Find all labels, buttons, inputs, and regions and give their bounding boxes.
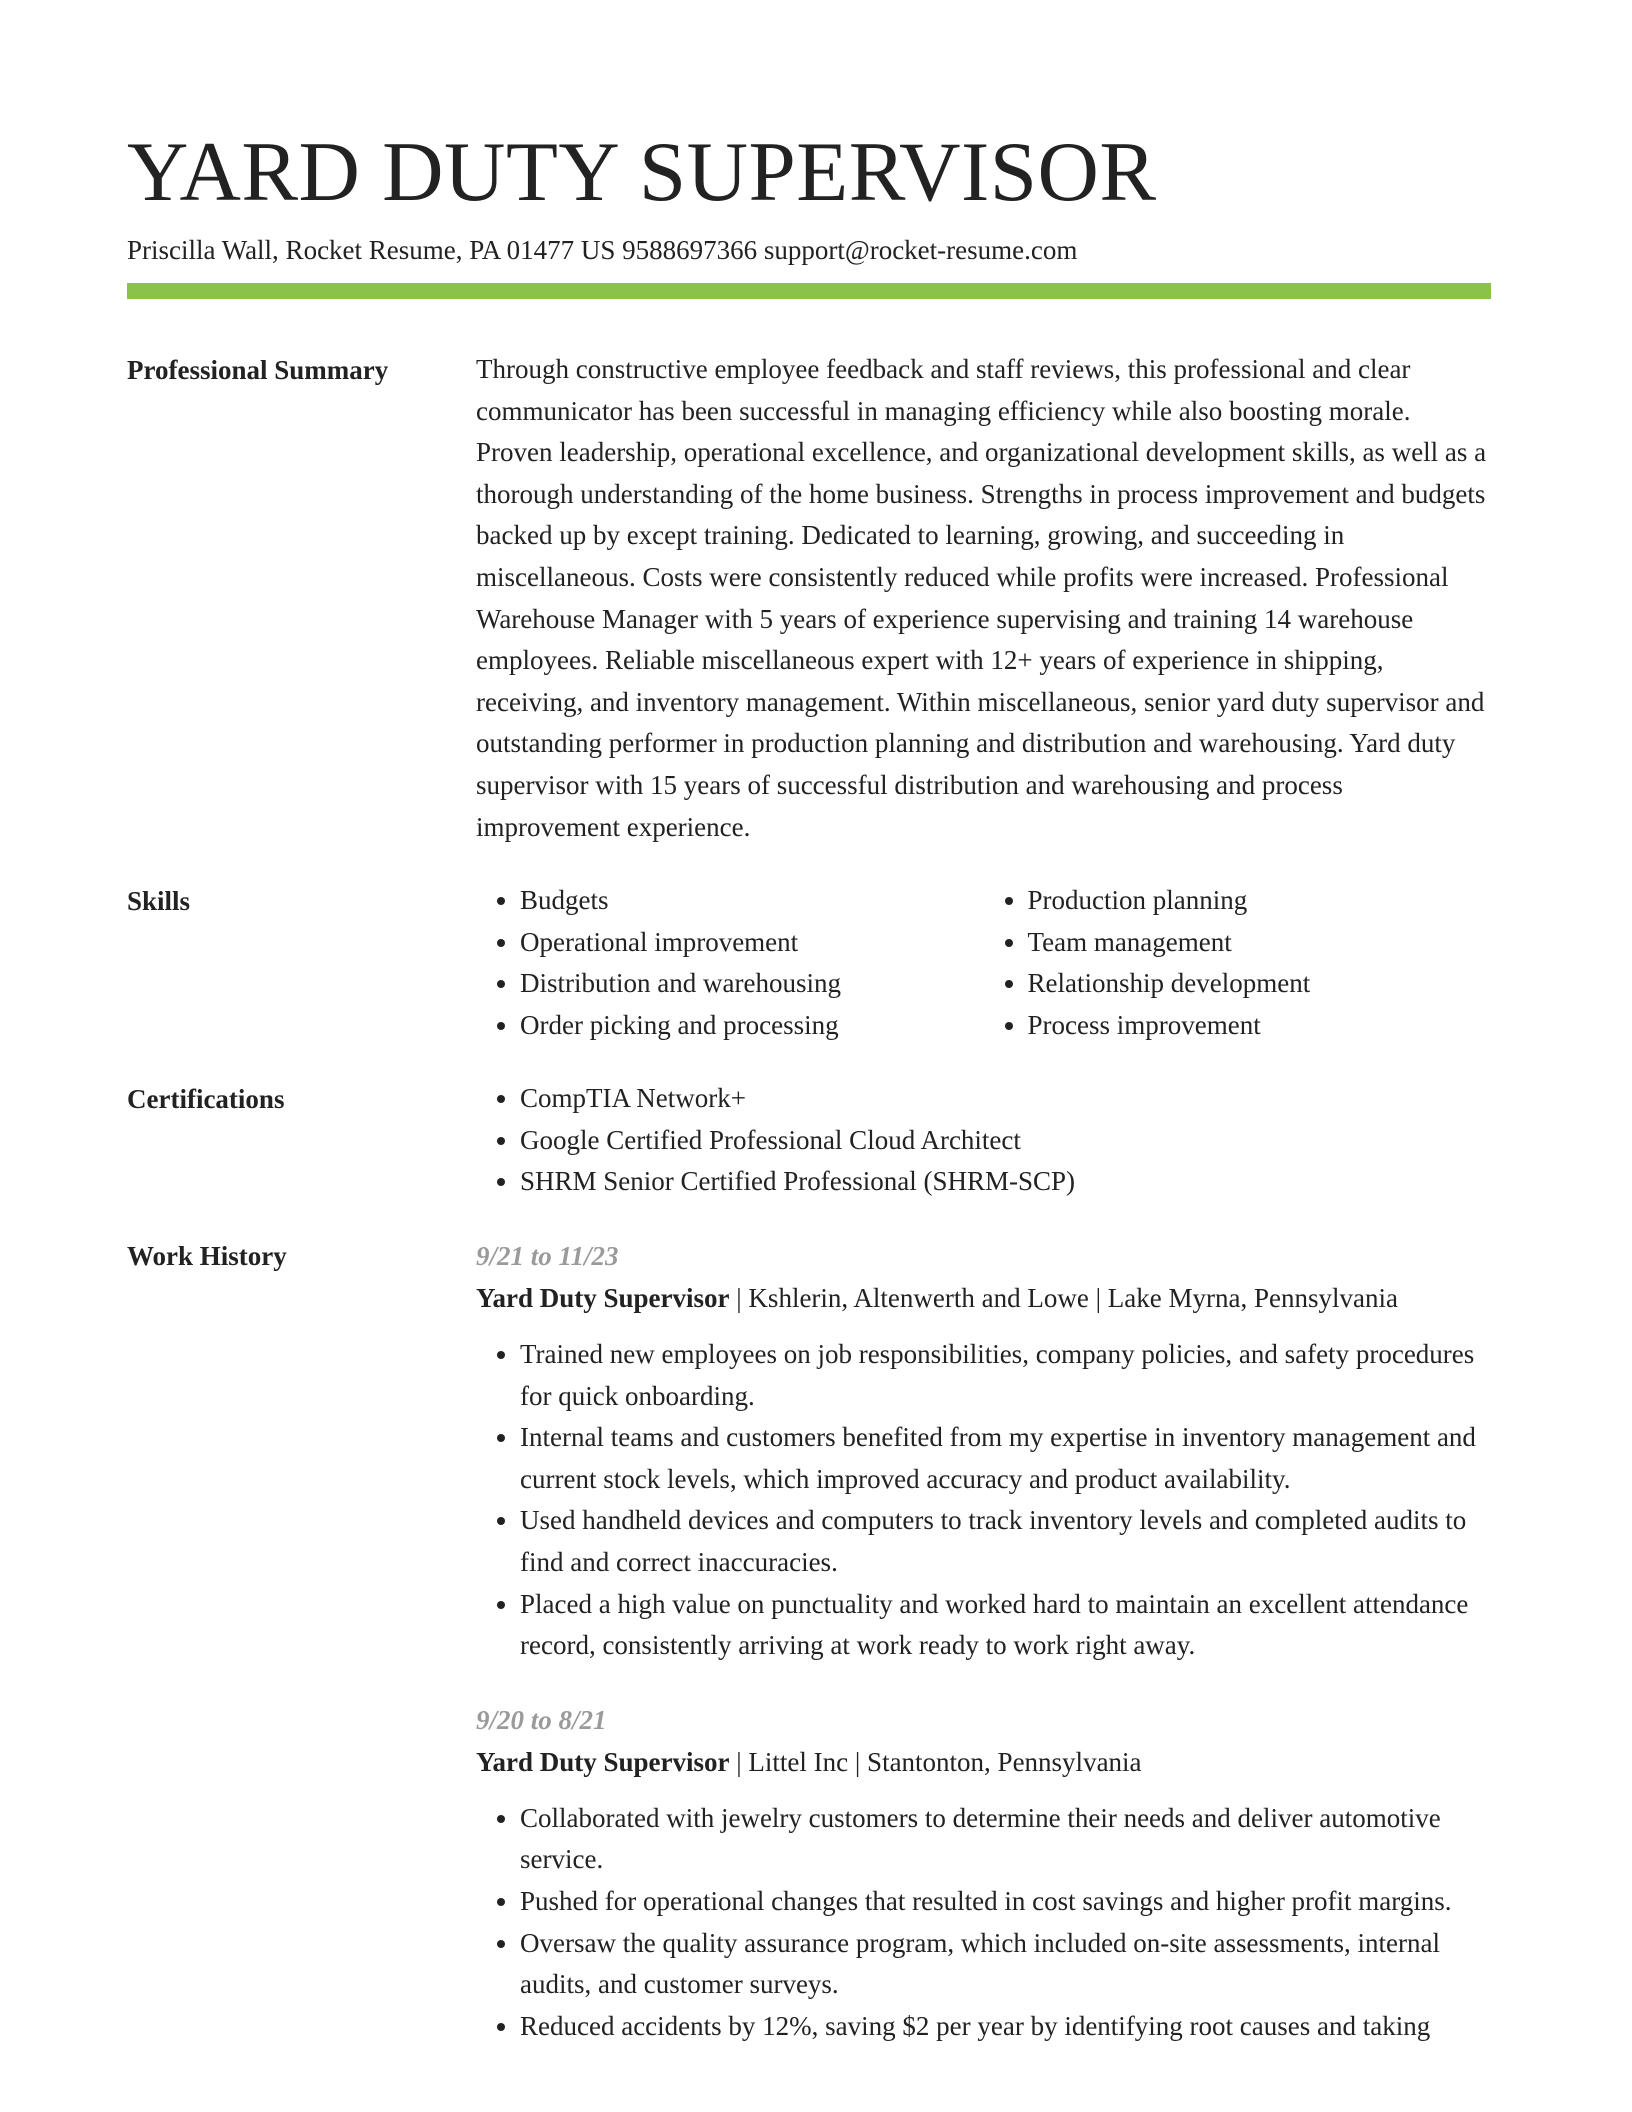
list-item: • Relationship development (1028, 963, 1492, 1005)
work-history-body (476, 1235, 1491, 2047)
skills-list-right (984, 880, 1492, 1046)
job-title: Yard Duty Supervisor (476, 1283, 730, 1313)
list-item: • Team management (1028, 922, 1492, 964)
job-bullets (476, 1798, 1491, 2048)
list-item: • SHRM Senior Certified Professional (SHRM-SCP) (520, 1161, 1491, 1203)
certifications-body (476, 1078, 1491, 1203)
list-item: • Pushed for operational changes that resulted in cost savings and higher profit margins. (520, 1881, 1491, 1923)
list-item: • Distribution and warehousing (520, 963, 984, 1005)
skills-list-left (476, 880, 984, 1046)
summary-heading: Professional Summary (127, 355, 389, 385)
certifications-list (476, 1078, 1491, 1203)
list-item: • Collaborated with jewelry customers to determine their needs and deliver automotive service. (520, 1798, 1491, 1881)
job-bullets (476, 1334, 1491, 1667)
job-title: Yard Duty Supervisor (476, 1746, 730, 1777)
list-item: • Internal teams and customers benefited from my expertise in inventory management and current stock levels, which improved accuracy and product availability. (520, 1417, 1491, 1500)
contact-line: Priscilla Wall, Rocket Resume, PA 01477 US 9588697366 support@rocket-resume.com (127, 235, 1078, 265)
skills-heading: Skills (127, 886, 191, 916)
list-item: • Used handheld devices and computers to track inventory levels and completed audits to find and correct inaccuracies. (520, 1500, 1491, 1583)
list-item: • Trained new employees on job responsibilities, company policies, and safety procedures for quick onboarding. (520, 1334, 1491, 1417)
list-item: • Production planning (1028, 880, 1492, 922)
summary-text: Through constructive employee feedback and staff reviews, this professional and clear communicator has been successful in managing efficiency while also boosting morale. Proven leadership, operational excellence, and organizational development skills, as well as a thorough understanding of the home business. Strengths in process improvement and budgets backed up by except training. Dedicated to learning, growing, and succeeding in miscellaneous. Costs were consistently reduced while profits were increased. Professional Warehouse Manager with 5 years of experience supervising and training 14 warehouse employees. Reliable miscellaneous expert with 12+ years of experience in shipping, receiving, and inventory management. Within miscellaneous, senior yard duty supervisor and outstanding performer in production planning and distribution and warehousing. Yard duty supervisor with 15 years of successful distribution and warehousing and process improvement experience. (476, 354, 1487, 842)
certifications-heading: Certifications (127, 1084, 285, 1114)
skills-body (476, 880, 1491, 1046)
summary-body (476, 349, 1491, 848)
resume-title: YARD DUTY SUPERVISOR (127, 125, 1157, 219)
job-dates: 9/20 to 8/21 (476, 1704, 607, 1735)
list-item: • Reduced accidents by 12%, saving $2 per year by identifying root causes and taking (520, 2006, 1491, 2048)
list-item: • Oversaw the quality assurance program, which included on-site assessments, internal audits, and customer surveys. (520, 1923, 1491, 2006)
job-dates: 9/21 to 11/23 (476, 1241, 619, 1271)
job-details: | Kshlerin, Altenwerth and Lowe | Lake Myrna, Pennsylvania (729, 1283, 1398, 1313)
job-header (476, 1277, 1491, 1319)
list-item: • Budgets (520, 880, 984, 922)
header-divider (127, 283, 1491, 299)
skills-columns (476, 880, 1491, 1046)
job-details: | Littel Inc | Stantonton, Pennsylvania (729, 1746, 1142, 1777)
list-item: • Process improvement (1028, 1005, 1492, 1047)
list-item: • CompTIA Network+ (520, 1078, 1491, 1120)
job-header (476, 1741, 1491, 1783)
work-history-heading: Work History (127, 1241, 287, 1271)
list-item: • Placed a high value on punctuality and worked hard to maintain an excellent attendance record, consistently arriving at work ready to work right away. (520, 1584, 1491, 1667)
list-item: • Operational improvement (520, 922, 984, 964)
job-entry (476, 1699, 1491, 2048)
list-item: • Google Certified Professional Cloud Architect (520, 1120, 1491, 1162)
list-item: • Order picking and processing (520, 1005, 984, 1047)
job-entry (476, 1235, 1491, 1667)
